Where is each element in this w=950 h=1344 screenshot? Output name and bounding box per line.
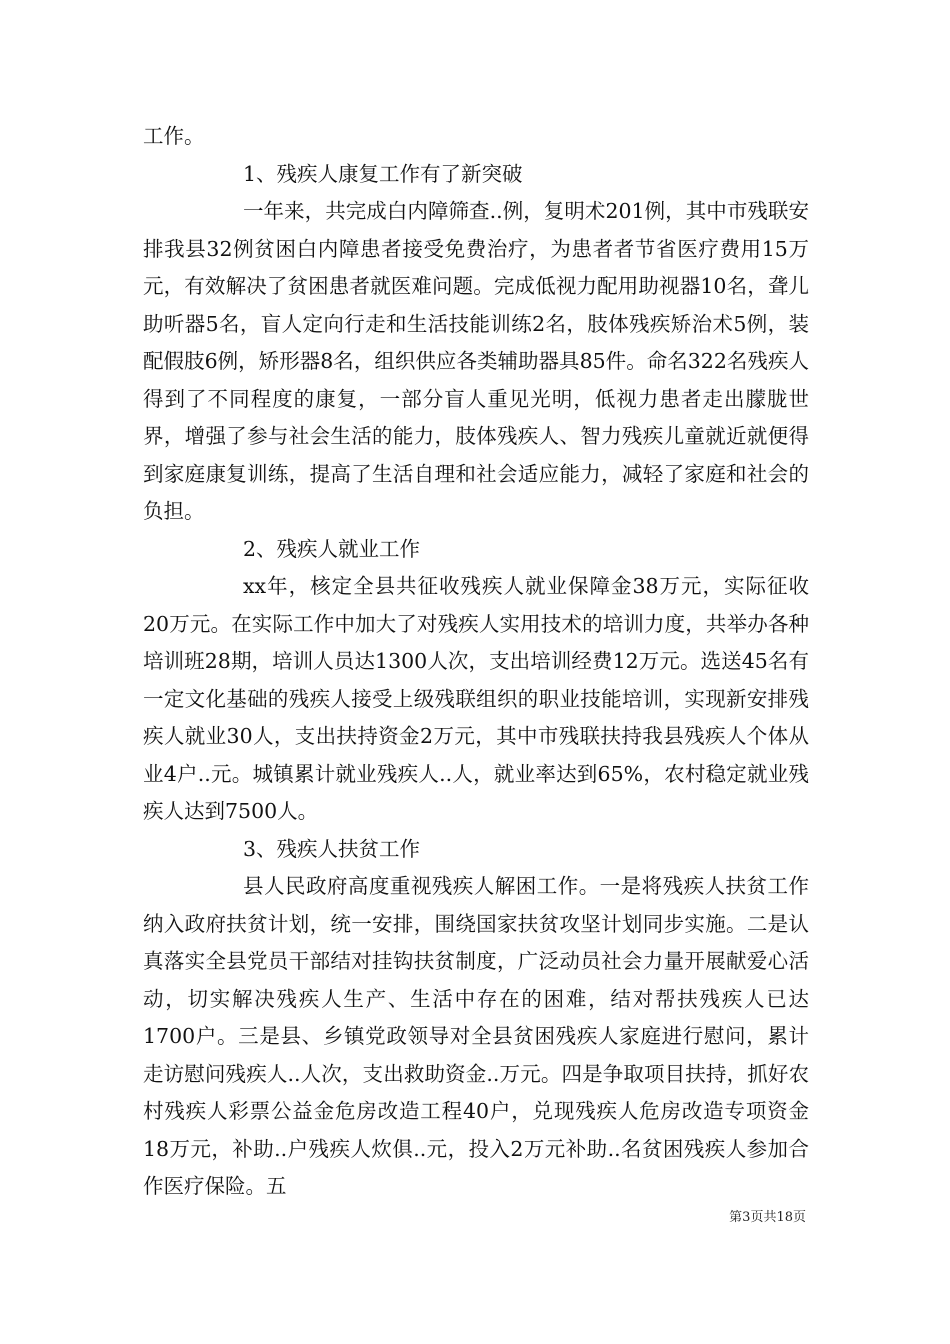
section-paragraph-3: 县人民政府高度重视残疾人解困工作。一是将残疾人扶贫工作纳入政府扶贫计划，统一安排，围绕国家扶贫攻坚计划同步实施。二是认真落实全县党员干部结对挂钩扶贫制度，广泛动员社会力量开展献爱心活动，切实解决残疾人生产、生活中存在的困难，结对帮扶残疾人已达1700户。三是县、乡镇党政领导对全县贫困残疾人家庭进行慰问，累计走访慰问残疾人..人次，支出救助资金..万元。四是争取项目扶持，抓好农村残疾人彩票公益金危房改造工程40户，兑现残疾人危房改造专项资金18万元，补助..户残疾人炊俱..元，投入2万元补助..名贫困残疾人参加合作医疗保险。五 [143,874,809,1198]
section-paragraph-1: 一年来，共完成白内障筛查..例，复明术201例，其中市残联安排我县32例贫困白内障患者接受免费治疗，为患者者节省医疗费用15万元，有效解决了贫困患者就医难问题。完成低视力配用助视器10名，聋儿助听器5名，盲人定向行走和生活技能训练2名，肢体残疾矫治术5例，装配假肢6例，矫形器8名，组织供应各类辅助器具85件。命名322名残疾人得到了不同程度的康复，一部分盲人重见光明，低视力患者走出朦胧世界，增强了参与社会生活的能力，肢体残疾人、智力残疾儿童就近就便得到家庭康复训练，提高了生活自理和社会适应能力，减轻了家庭和社会的负担。 [143,199,809,523]
section-heading-2: 2、残疾人就业工作 [243,536,421,561]
section-heading-3: 3、残疾人扶贫工作 [243,836,421,861]
section-paragraph-2: xx年，核定全县共征收残疾人就业保障金38万元，实际征收20万元。在实际工作中加大了对残疾人实用技术的培训力度，共举办各种培训班28期，培训人员达1300人次，支出培训经费12万元。选送45名有一定文化基础的残疾人接受上级残联组织的职业技能培训，实现新安排残疾人就业30人，支出扶持资金2万元，其中市残联扶持我县残疾人个体从业4户..元。城镇累计就业残疾人..人，就业率达到65%，农村稳定就业残疾人达到7500人。 [143,574,809,823]
section-heading-1: 1、残疾人康复工作有了新突破 [243,161,523,186]
lead-line: 工作。 [143,124,205,148]
page-number-footer: 第3页共18页 [729,1210,806,1225]
document-body [143,118,809,1206]
